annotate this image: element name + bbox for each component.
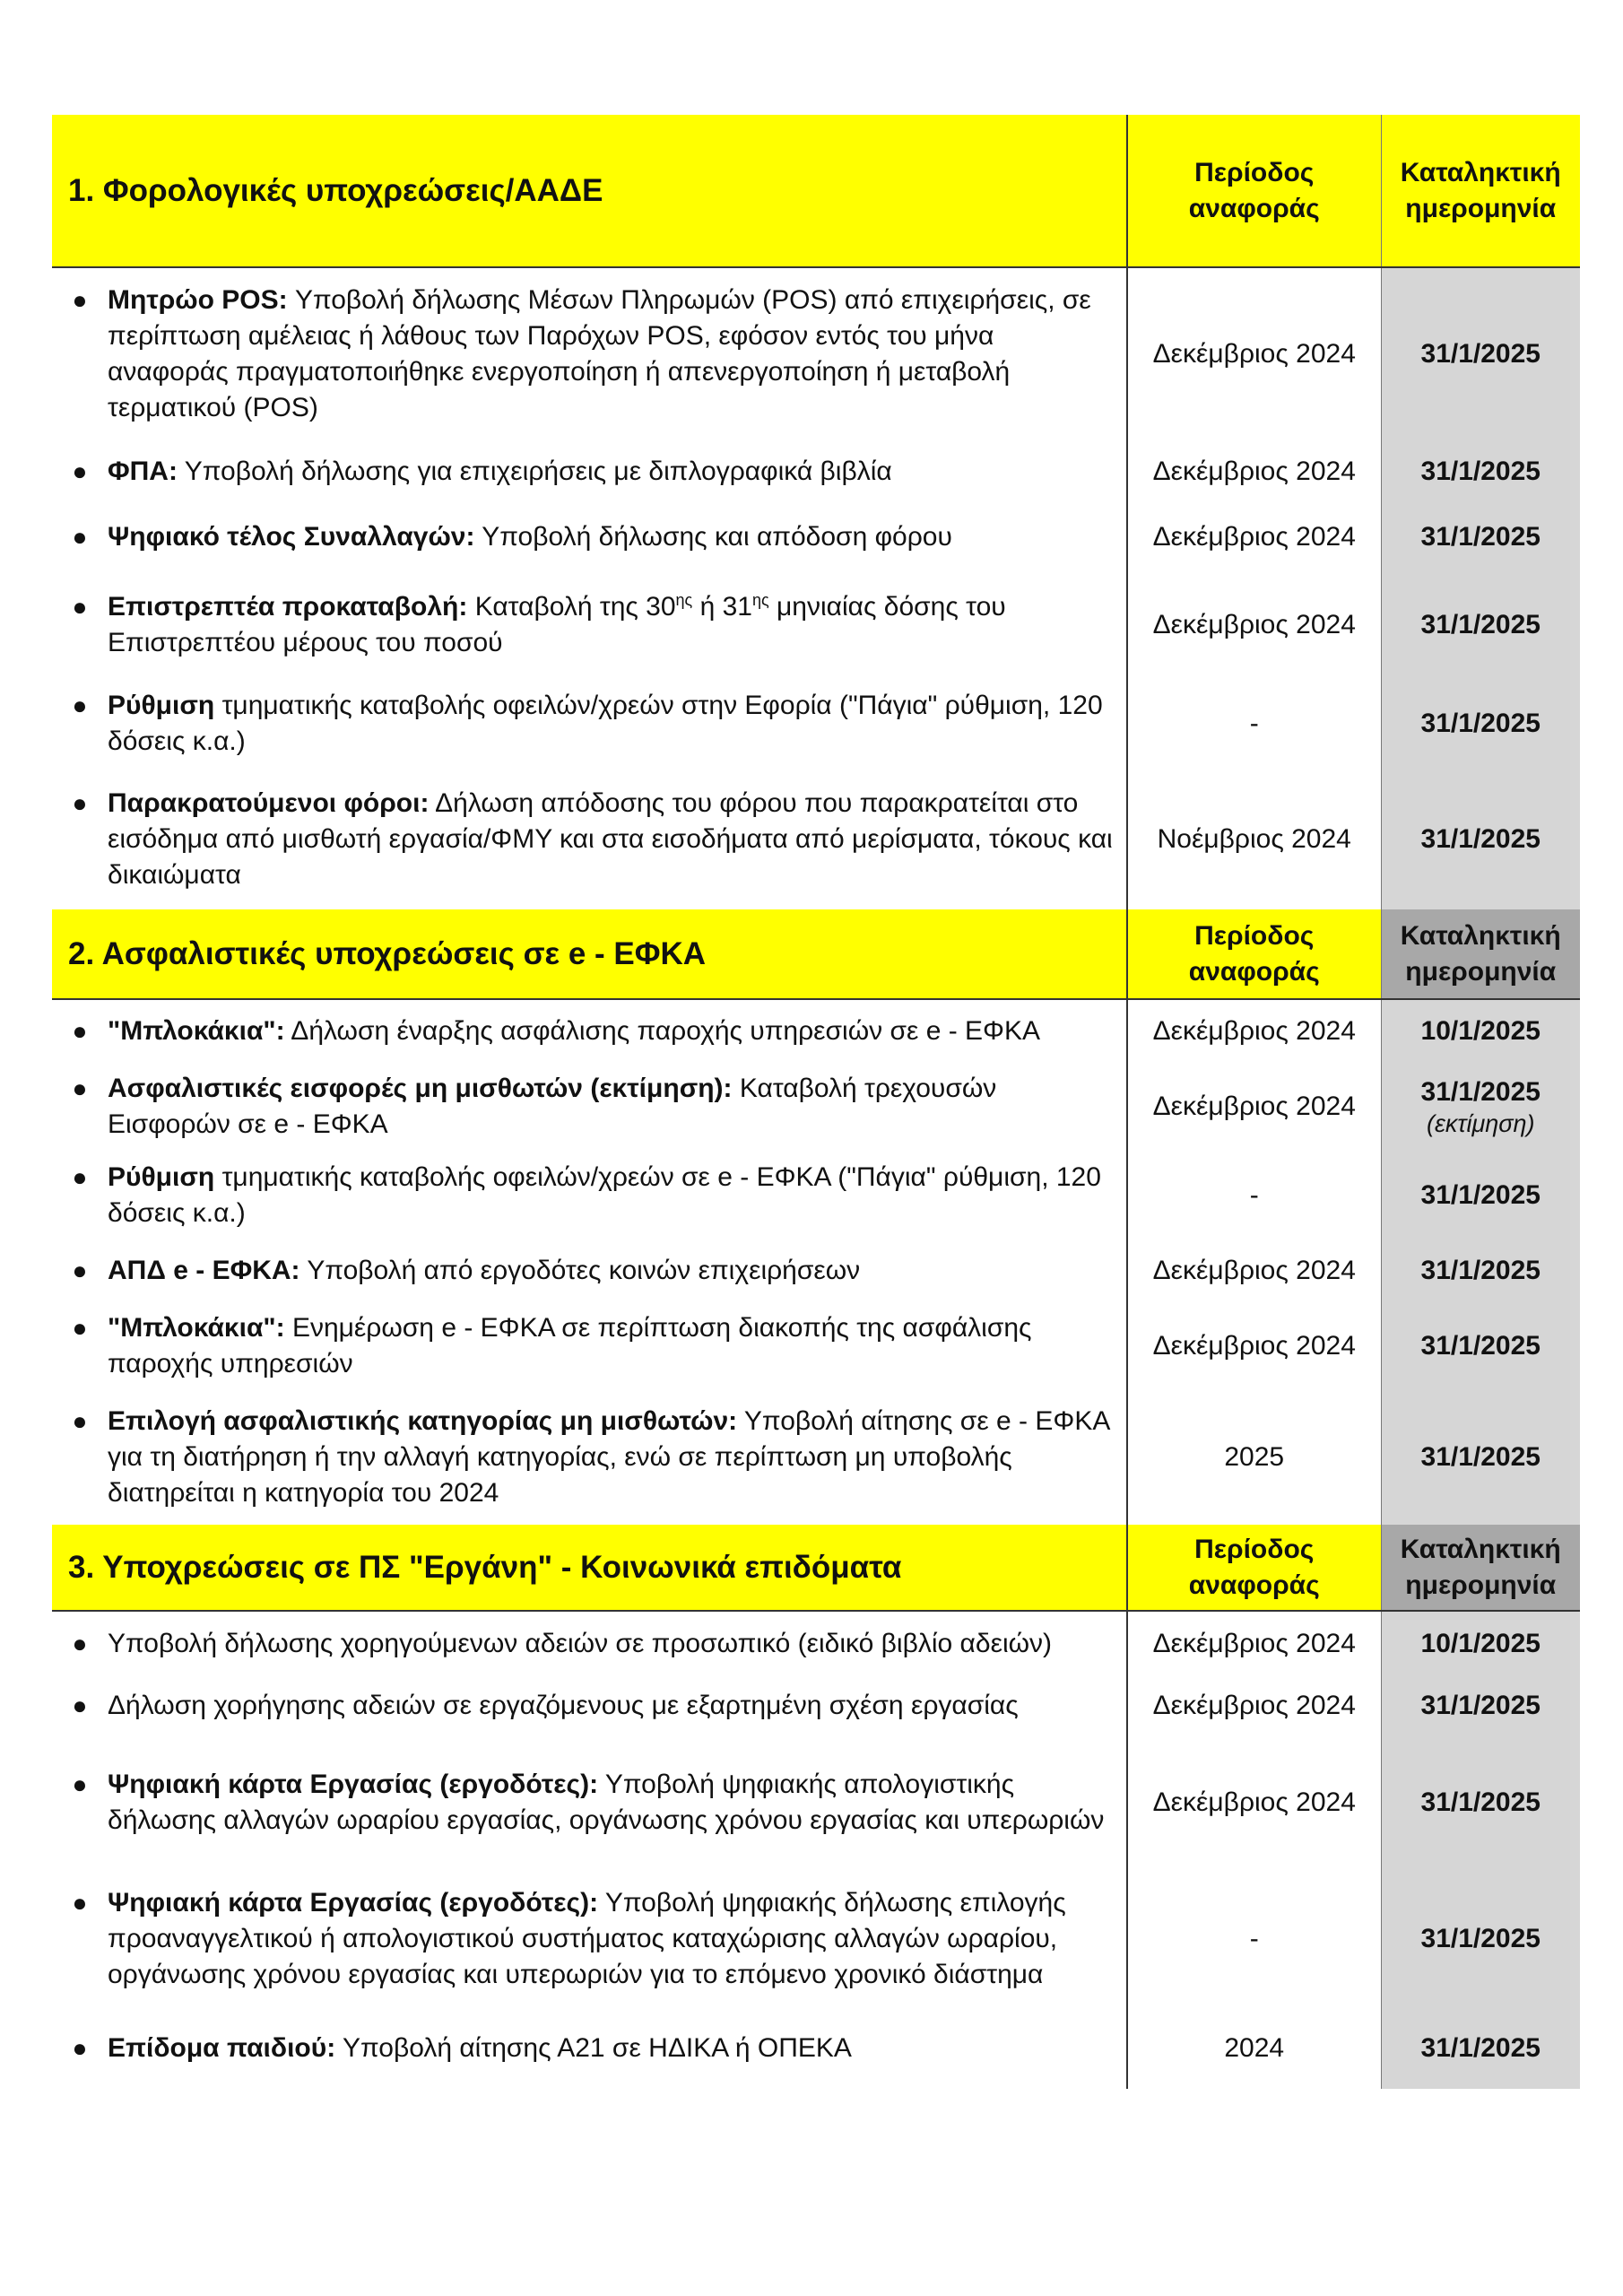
table-row [52,1611,1580,1675]
item-text: ή 31 [692,592,752,622]
period-cell: Δεκέμβριος 2024 [1127,267,1381,440]
table-row [52,1239,1580,1302]
item-text: Ενημέρωση e - ΕΦΚΑ σε περίπτωση διακοπής της ασφάλισης παροχής υπηρεσιών [108,1313,1032,1378]
item-text: Υποβολή δήλωσης Μέσων Πληρωμών (POS) από επιχειρήσεις, σε περίπτωση αμέλειας ή λάθους των Παρόχων POS, εφόσον εντός του μήνα αναφοράς πραγματοποιήθηκε ενεργοποίηση ή απενεργοποίηση ή μεταβολή τερματικού (POS) [108,285,1091,422]
item-text: Δήλωση έναρξης ασφάλισης παροχής υπηρεσιών σε e - ΕΦΚΑ [284,1015,1041,1046]
table-row [52,440,1580,502]
item-text: Υποβολή αίτησης Α21 σε ΗΔΙΚΑ ή ΟΠΕΚΑ [335,2033,852,2063]
obligations-document [52,115,1580,2089]
section-title: 2. Ασφαλιστικές υποχρεώσεις σε e - ΕΦΚΑ [68,935,707,971]
period-column-header: Περίοδος αναφοράς [1188,920,1320,987]
table-row [52,2008,1580,2089]
period-cell: Δεκέμβριος 2024 [1127,1736,1381,1869]
table-row [52,1152,1580,1239]
item-label: Ψηφιακό τέλος Συναλλαγών: [108,522,475,552]
period-cell: Δεκέμβριος 2024 [1127,1062,1381,1152]
item-text: Υποβολή αίτησης σε e - ΕΦΚΑ για τη διατήρηση ή την αλλαγή κατηγορίας, ενώ σε περίπτωση μη υποβολής διατηρείται η κατηγορία του 2024 [108,1406,1109,1508]
bullet-icon: ● [72,1074,88,1102]
bullet-icon: ● [72,457,88,485]
item-text: τμηματικής καταβολής οφειλών/χρεών στην Εφορία ("Πάγια" ρύθμιση, 120 δόσεις κ.α.) [108,690,1103,756]
period-cell: 2024 [1127,2008,1381,2089]
item-label: ΦΠΑ: [108,456,178,486]
table-row [52,267,1580,440]
deadline-cell: 10/1/2025 [1381,1611,1580,1675]
item-text: Δήλωση χορήγησης αδειών σε εργαζόμενους με εξαρτημένη σχέση εργασίας [108,1691,1019,1720]
deadline-cell: 31/1/2025 [1381,1869,1580,2008]
period-cell: 2025 [1127,1390,1381,1525]
section-title: 1. Φορολογικές υποχρεώσεις/ΑΑΔΕ [68,172,603,208]
deadline-cell: 31/1/2025 [1381,1675,1580,1736]
item-label: ΑΠΔ e - ΕΦΚΑ: [108,1256,300,1285]
table-row [52,572,1580,678]
table-row [52,769,1580,909]
item-text: Καταβολή της 30 [467,592,676,622]
period-column-header: Περίοδος αναφοράς [1188,157,1320,223]
bullet-icon: ● [72,2034,88,2062]
obligations-table [52,115,1580,2089]
table-row [52,1736,1580,1869]
item-label: "Μπλοκάκια": [108,1313,285,1343]
item-label: Ψηφιακή κάρτα Εργασίας (εργοδότες): [108,1887,599,1918]
period-cell: Δεκέμβριος 2024 [1127,502,1381,572]
bullet-icon: ● [72,593,88,621]
item-text: τμηματικής καταβολής οφειλών/χρεών σε e - ΕΦΚΑ ("Πάγια" ρύθμιση, 120 δόσεις κ.α.) [108,1162,1101,1228]
deadline-cell: 31/1/2025 [1420,1077,1541,1107]
item-label: Παρακρατούμενοι φόροι: [108,787,430,818]
deadline-cell: 31/1/2025 [1381,769,1580,909]
table-row [52,502,1580,572]
item-label: Μητρώο POS: [108,285,288,315]
deadline-cell: 31/1/2025 [1381,2008,1580,2089]
item-label: Επίδομα παιδιού: [108,2033,336,2063]
deadline-cell: 10/1/2025 [1381,999,1580,1062]
bullet-icon: ● [72,1314,88,1342]
deadline-cell: 31/1/2025 [1381,572,1580,678]
period-cell: Δεκέμβριος 2024 [1127,1675,1381,1736]
deadline-cell: 31/1/2025 [1381,440,1580,502]
item-text: Υποβολή ψηφιακής δήλωσης επιλογής προαναγγελτικού ή απολογιστικού συστήματος καταχώρισης αλλαγών ωραρίου, οργάνωσης χρόνου εργασίας και υπερωριών για το επόμενο χρονικό διάστημα [108,1887,1066,1989]
deadline-cell: 31/1/2025 [1381,1302,1580,1390]
item-text: Υποβολή δήλωσης χορηγούμενων αδειών σε προσωπικό (ειδικό βιβλίο αδειών) [108,1628,1053,1658]
period-cell: - [1127,678,1381,769]
period-cell: - [1127,1152,1381,1239]
section-header [52,1525,1580,1611]
bullet-icon: ● [72,1770,88,1798]
deadline-column-header: Καταληκτική ημερομηνία [1400,920,1561,987]
period-cell: Δεκέμβριος 2024 [1127,440,1381,502]
table-row [52,1869,1580,2008]
table-row [52,1675,1580,1736]
item-label: Επιλογή ασφαλιστικής κατηγορίας μη μισθωτών: [108,1406,738,1436]
bullet-icon: ● [72,523,88,551]
bullet-icon: ● [72,1629,88,1657]
period-cell: Δεκέμβριος 2024 [1127,1611,1381,1675]
item-label: Ρύθμιση [108,690,215,720]
deadline-cell: 31/1/2025 [1381,1152,1580,1239]
item-text: μηνιαίας δόσης του Επιστρεπτέου μέρους του ποσού [108,592,1006,657]
deadline-cell: 31/1/2025 [1381,1239,1580,1302]
table-row [52,678,1580,769]
table-row [52,999,1580,1062]
item-label: Ρύθμιση [108,1162,215,1192]
table-row [52,1390,1580,1525]
section-header [52,115,1580,267]
item-label: Επιστρεπτέα προκαταβολή: [108,592,468,622]
period-cell: - [1127,1869,1381,2008]
item-text: Υποβολή δήλωσης για επιχειρήσεις με διπλογραφικά βιβλία [177,456,892,486]
section-title: 3. Υποχρεώσεις σε ΠΣ "Εργάνη" - Κοινωνικά επιδόματα [68,1549,902,1585]
bullet-icon: ● [72,788,88,817]
bullet-icon: ● [72,286,88,314]
period-cell: Δεκέμβριος 2024 [1127,572,1381,678]
bullet-icon: ● [72,1163,88,1191]
deadline-cell: 31/1/2025 [1381,502,1580,572]
section-header [52,909,1580,999]
bullet-icon: ● [72,1257,88,1284]
bullet-icon: ● [72,1692,88,1719]
table-row [52,1062,1580,1152]
item-text: Υποβολή από εργοδότες κοινών επιχειρήσεων [299,1256,861,1285]
deadline-cell: 31/1/2025 [1381,1390,1580,1525]
bullet-icon: ● [72,1016,88,1045]
period-cell: Δεκέμβριος 2024 [1127,1302,1381,1390]
deadline-cell: 31/1/2025 [1381,1736,1580,1869]
bullet-icon: ● [72,1888,88,1917]
item-label: Ψηφιακή κάρτα Εργασίας (εργοδότες): [108,1770,599,1799]
ordinal-suffix: ης [675,591,693,609]
period-cell: Νοέμβριος 2024 [1127,769,1381,909]
period-cell: Δεκέμβριος 2024 [1127,1239,1381,1302]
period-column-header: Περίοδος αναφοράς [1188,1534,1320,1600]
deadline-note: (εκτίμηση) [1427,1110,1535,1137]
ordinal-suffix: ης [751,591,769,609]
bullet-icon: ● [72,1407,88,1435]
deadline-column-header: Καταληκτική ημερομηνία [1400,1534,1561,1600]
bullet-icon: ● [72,691,88,719]
deadline-cell: 31/1/2025 [1381,678,1580,769]
item-text: Δήλωση απόδοσης του φόρου που παρακρατείται στο εισόδημα από μισθωτή εργασία/ΦΜΥ και στα εισοδήματα από μερίσματα, τόκους και δικαιώματα [108,787,1113,890]
deadline-column-header: Καταληκτική ημερομηνία [1400,157,1561,223]
deadline-cell: 31/1/2025 [1381,267,1580,440]
item-label: "Μπλοκάκια": [108,1015,285,1046]
item-label: Ασφαλιστικές εισφορές μη μισθωτών (εκτίμηση): [108,1074,733,1103]
item-text: Υποβολή δήλωσης και απόδοση φόρου [474,522,952,552]
table-row [52,1302,1580,1390]
item-text: Καταβολή τρεχουσών Εισφορών σε e - ΕΦΚΑ [108,1074,997,1139]
period-cell: Δεκέμβριος 2024 [1127,999,1381,1062]
item-text: Υποβολή ψηφιακής απολογιστικής δήλωσης αλλαγών ωραρίου εργασίας, οργάνωσης χρόνου εργασίας και υπερωριών [108,1770,1105,1835]
